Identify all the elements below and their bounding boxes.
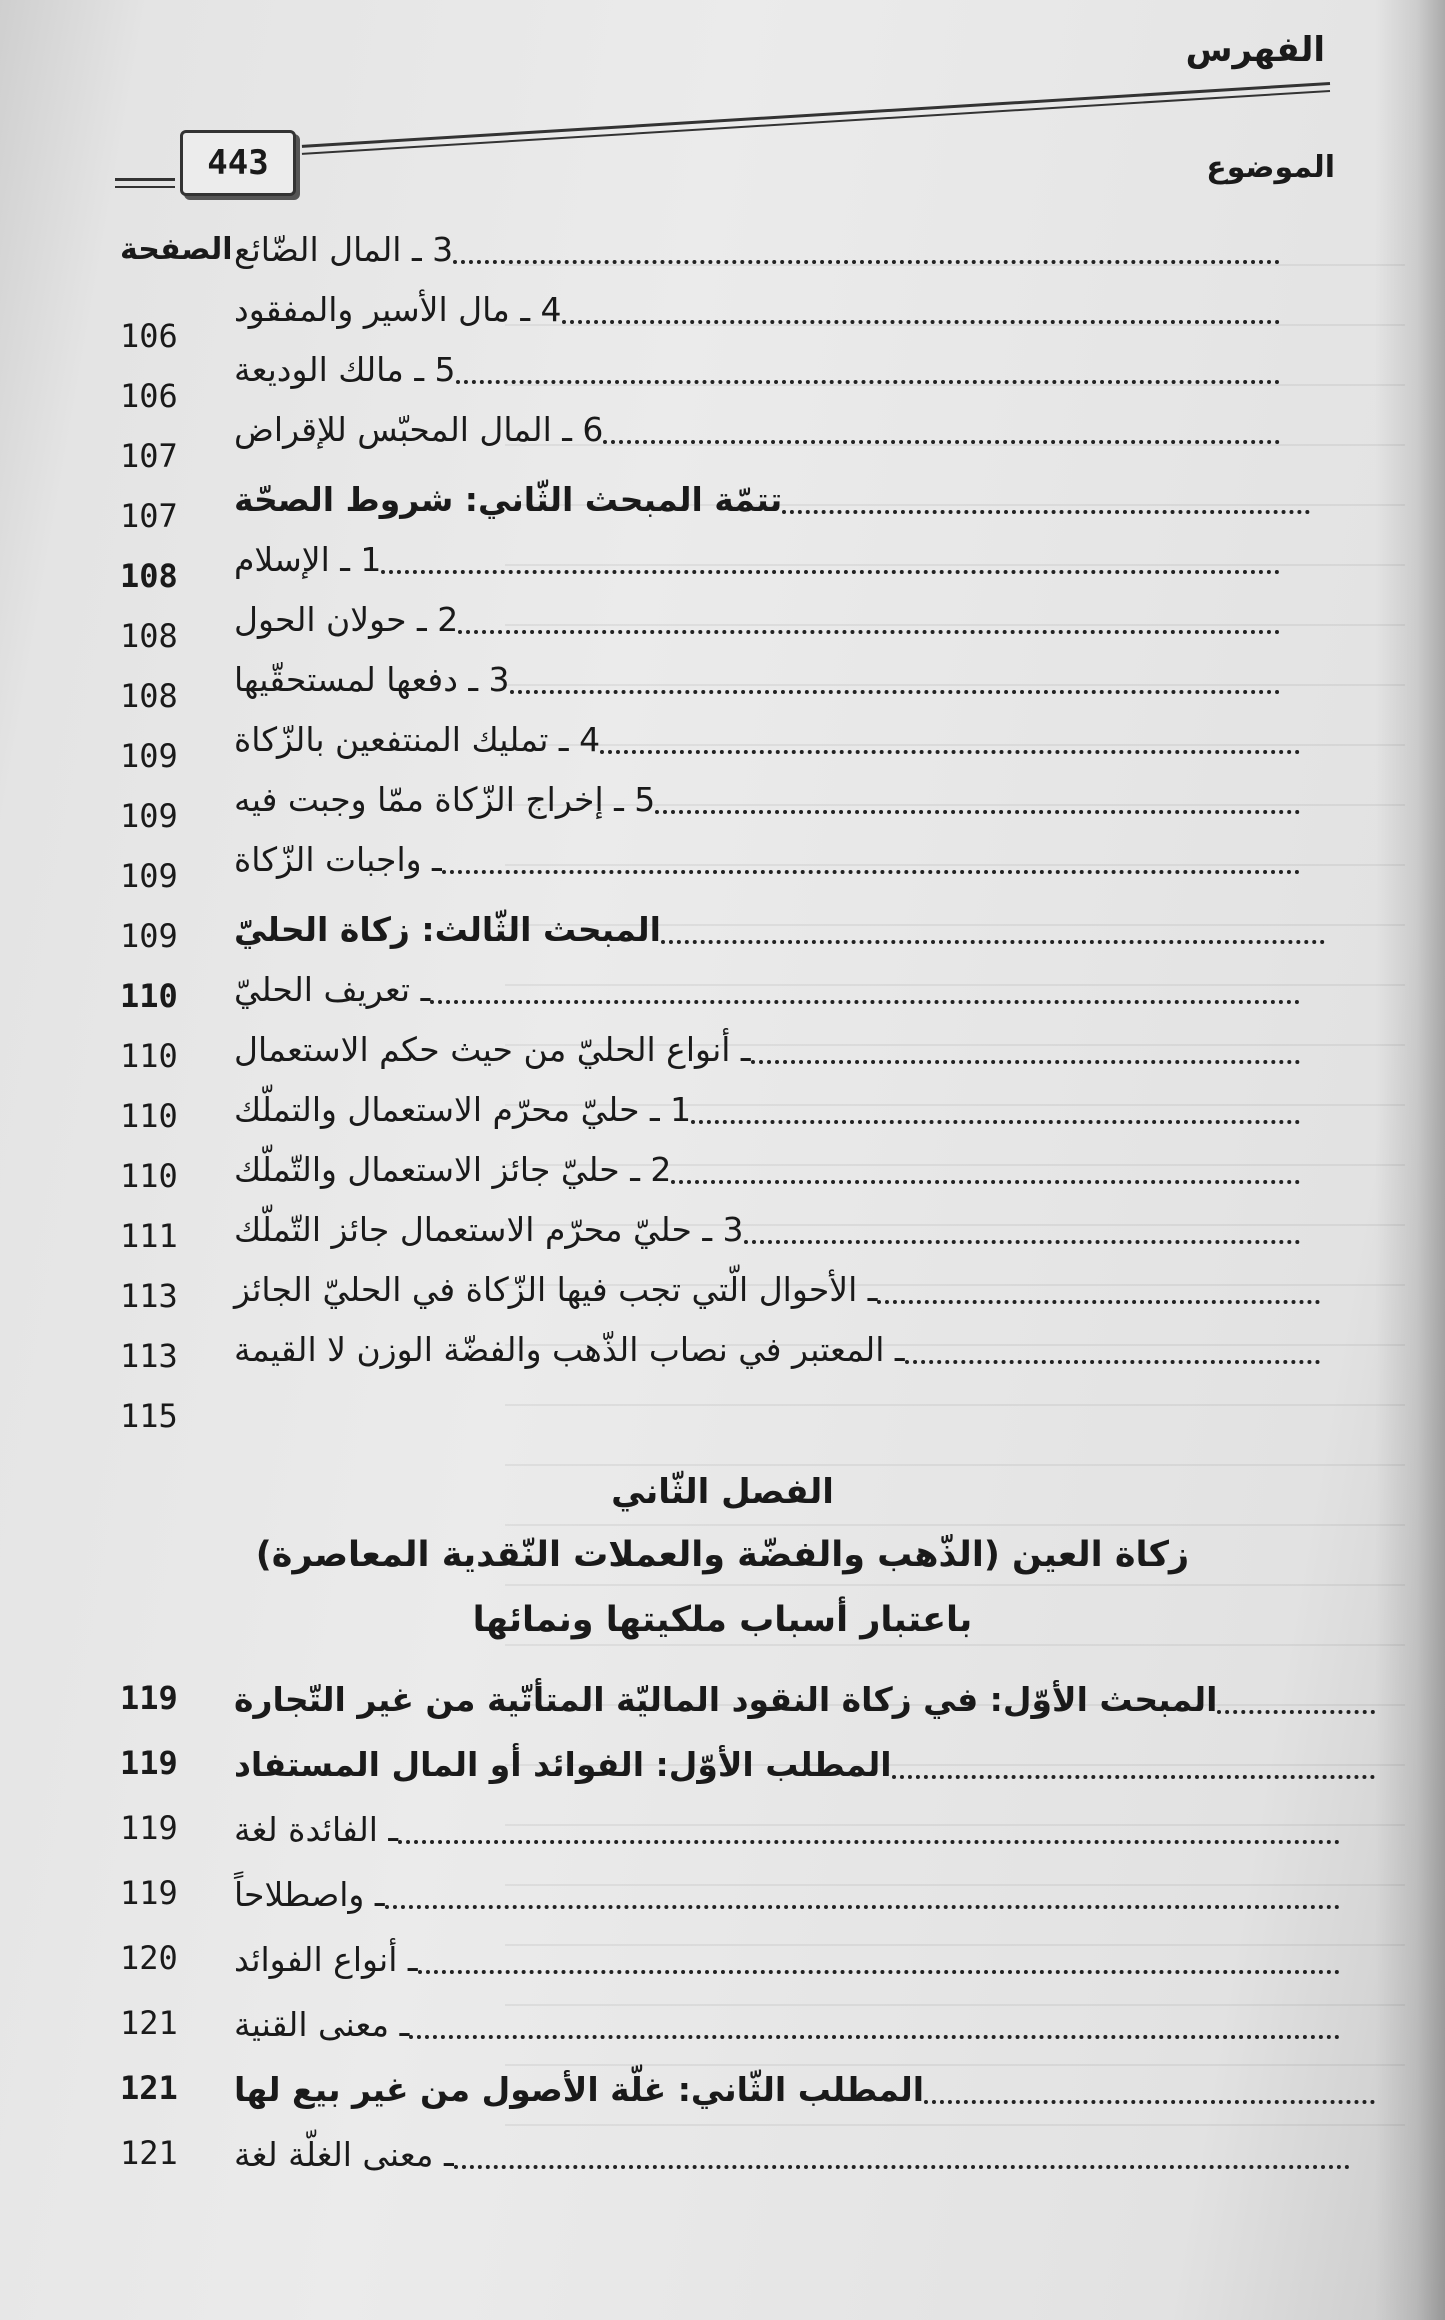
toc-entry-label: 5 ـ إخراج الزّكاة ممّا وجبت فيه [234,780,656,819]
toc-entry-page: 109 [120,857,178,895]
toc-entry [220,1322,1320,1372]
toc-entry-page: 119 [120,1744,178,1782]
toc-entry [220,1262,1320,1312]
toc-entry-page: 110 [120,1037,178,1075]
toc-entry [220,962,1300,1012]
dot-leader [905,1360,1320,1364]
toc-entry-label: 1 ـ حليّ محرّم الاستعمال والتملّك [234,1090,692,1129]
toc-entry-label: المبحث الثّالث: زكاة الحليّ [234,910,661,949]
toc-entry-page: 107 [120,497,178,535]
toc-entry-page: 119 [120,1809,178,1847]
toc-entry [220,772,1300,822]
dot-leader [691,1120,1300,1124]
toc-entry-page: 111 [120,1217,178,1255]
dot-leader [458,630,1280,634]
toc-entry [220,1997,1340,2047]
toc-entry [220,1672,1375,1722]
toc-entry [220,592,1280,642]
toc-entry [220,2062,1375,2112]
dot-leader [381,570,1280,574]
toc-entry-page: 107 [120,437,178,475]
toc-entry-page: 110 [120,977,178,1015]
toc-entry [220,1867,1340,1917]
toc-entry-page: 115 [120,1397,178,1435]
toc-entry-page: 121 [120,2004,178,2042]
dot-leader [600,750,1300,754]
toc-entry-label: 4 ـ مال الأسير والمفقود [234,290,562,329]
toc-entry-page: 119 [120,1679,178,1717]
dot-leader [430,1000,1300,1004]
chapter-heading: الفصل الثّاني [611,1472,834,1512]
toc-entry-label: المبحث الأوّل: في زكاة النقود الماليّة المتأتّية من غير التّجارة [234,1680,1218,1719]
dot-leader [453,260,1280,264]
toc-entry-label: ـ الأحوال الّتي تجب فيها الزّكاة في الحليّ الجائز [234,1270,878,1309]
toc-entry-label: 3 ـ حليّ محرّم الاستعمال جائز التّملّك [234,1210,744,1249]
dot-leader [454,2165,1350,2169]
dot-leader [398,1840,1340,1844]
dot-leader [385,1905,1341,1909]
dot-leader [456,380,1281,384]
toc-entry [220,402,1280,452]
dot-leader [510,690,1280,694]
toc-entry [220,832,1300,882]
chapter-title: زكاة العين (الذّهب والفضّة والعملات النّقدية المعاصرة) [255,1535,1190,1575]
column-label-page: الصفحة [120,232,233,267]
toc-entry-page: 113 [120,1337,178,1375]
toc-entry [220,282,1280,332]
toc-entry-label: ـ أنواع الفوائد [234,1940,418,1979]
toc-entry-label: 3 ـ دفعها لمستحقّيها [234,660,510,699]
toc-entry-label: المطلب الثّاني: غلّة الأصول من غير بيع لها [234,2070,925,2109]
toc-entry [220,902,1325,952]
toc-entry-page: 109 [120,737,178,775]
toc-entry-page: 108 [120,677,178,715]
page-number: 443 [180,130,296,196]
toc-entry [220,652,1280,702]
toc-entry [220,1022,1300,1072]
toc-entry-label: 4 ـ تمليك المنتفعين بالزّكاة [234,720,601,759]
dot-leader [751,1060,1300,1064]
toc-entry-label: 2 ـ حولان الحول [234,600,459,639]
toc-entry-label: ـ تعريف الحليّ [234,970,431,1009]
toc-entry-page: 119 [120,1874,178,1912]
toc-entry-label: 5 ـ مالك الوديعة [234,350,456,389]
chapter-subtitle: باعتبار أسباب ملكيتها ونمائها [472,1600,973,1640]
toc-entry-page: 109 [120,797,178,835]
toc-entry-label: تتمّة المبحث الثّاني: شروط الصحّة [234,480,783,519]
toc-entry-label: ـ معنى الغلّة لغة [234,2135,454,2174]
dot-leader [418,1970,1340,1974]
toc-entry [220,472,1310,522]
toc-entry [220,1142,1300,1192]
toc-entry-label: ـ واصطلاحاً [234,1875,385,1914]
dot-leader [603,440,1280,444]
dot-leader [671,1180,1300,1184]
toc-entry-label: ـ أنواع الحليّ من حيث حكم الاستعمال [234,1030,751,1069]
toc-entry [220,2127,1350,2177]
toc-entry-page: 110 [120,1097,178,1135]
dot-leader [442,870,1300,874]
toc-entry [220,532,1280,582]
toc-entry-page: 121 [120,2134,178,2172]
dot-leader [661,940,1325,944]
toc-entry-label: ـ المعتبر في نصاب الذّهب والفضّة الوزن لا القيمة [234,1330,905,1369]
toc-entry-label: المطلب الأوّل: الفوائد أو المال المستفاد [234,1745,892,1784]
dot-leader [744,1240,1300,1244]
toc-entry [220,1737,1375,1787]
toc-entry-label: 1 ـ الإسلام [234,540,382,579]
dot-leader [782,510,1310,514]
dot-leader [562,320,1280,324]
toc-entry-page: 106 [120,377,178,415]
toc-entry-label: 6 ـ المال المحبّس للإقراض [234,410,604,449]
toc-entry-page: 110 [120,1157,178,1195]
toc-entry [220,1202,1300,1252]
dot-leader [877,1300,1320,1304]
toc-entry-page: 113 [120,1277,178,1315]
dot-leader [655,810,1300,814]
dot-leader [924,2100,1375,2104]
toc-entry [220,222,1280,272]
toc-entry [220,1802,1340,1852]
toc-entry-label: 3 ـ المال الضّائع [234,230,454,269]
toc-entry-label: 2 ـ حليّ جائز الاستعمال والتّملّك [234,1150,672,1189]
toc-entry-label: ـ معنى القنية [234,2005,410,2044]
toc-entry-page: 108 [120,617,178,655]
page-header-title: الفهرس [1185,30,1325,70]
toc-entry-label: ـ الفائدة لغة [234,1810,399,1849]
toc-entry-page: 106 [120,317,178,355]
toc-entry [220,342,1280,392]
toc-entry-page: 109 [120,917,178,955]
toc-entry-label: ـ واجبات الزّكاة [234,840,442,879]
column-label-topic: الموضوع [1206,150,1335,185]
dot-leader [409,2035,1340,2039]
dot-leader [892,1775,1375,1779]
toc-entry [220,1082,1300,1132]
toc-entry-page: 108 [120,557,178,595]
toc-entry [220,712,1300,762]
dot-leader [1217,1710,1375,1714]
toc-entry-page: 121 [120,2069,178,2107]
toc-entry [220,1932,1340,1982]
toc-entry-page: 120 [120,1939,178,1977]
